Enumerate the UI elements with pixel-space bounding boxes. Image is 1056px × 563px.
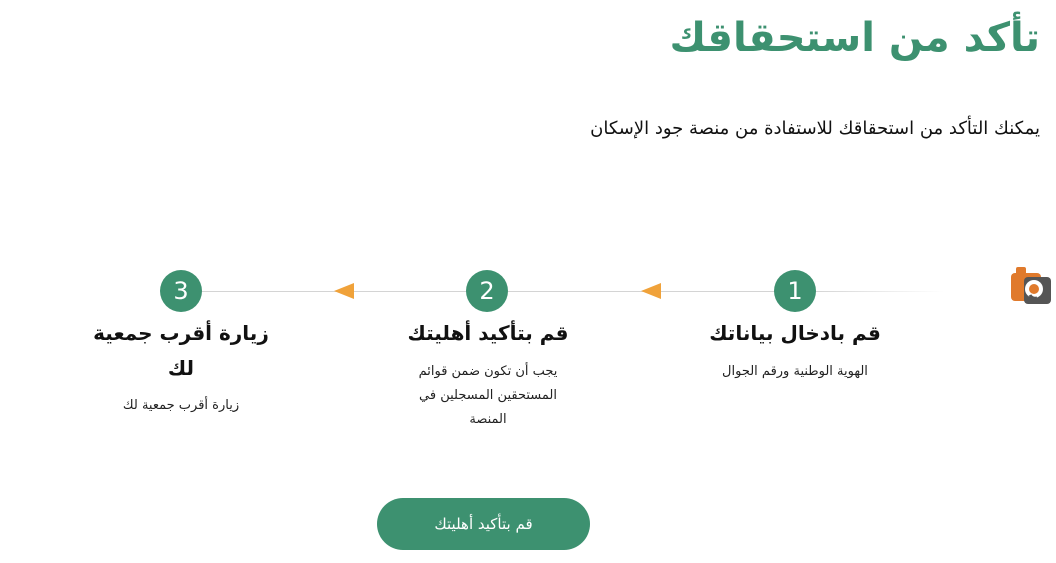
page-title: تأكد من استحقاقك: [669, 15, 1040, 61]
step-number-badge: 3: [160, 270, 202, 312]
step-description: زيارة أقرب جمعية لك: [122, 398, 240, 413]
arrow-left-icon: [641, 283, 661, 299]
step-number-badge: 1: [774, 270, 816, 312]
step-title: قم بتأكيد أهليتك: [407, 321, 569, 345]
step-connector: [814, 291, 944, 292]
arrow-left-icon: [334, 283, 354, 299]
confirm-eligibility-button[interactable]: قم بتأكيد أهليتك: [377, 498, 590, 550]
step-number-badge: 2: [466, 270, 508, 312]
step-title: قم بادخال بياناتك: [709, 321, 881, 345]
page-subtitle: يمكنك التأكد من استحقاقك للاستفادة من منصة جود الإسكان: [590, 118, 1040, 139]
camera-icon[interactable]: [1010, 265, 1052, 305]
step-title: زيارة أقرب جمعية لك: [93, 321, 269, 380]
step-description: يجب أن تكون ضمن قوائم المستحقين المسجلين في المنصة: [418, 364, 558, 427]
step-description: الهوية الوطنية ورقم الجوال: [722, 364, 868, 379]
